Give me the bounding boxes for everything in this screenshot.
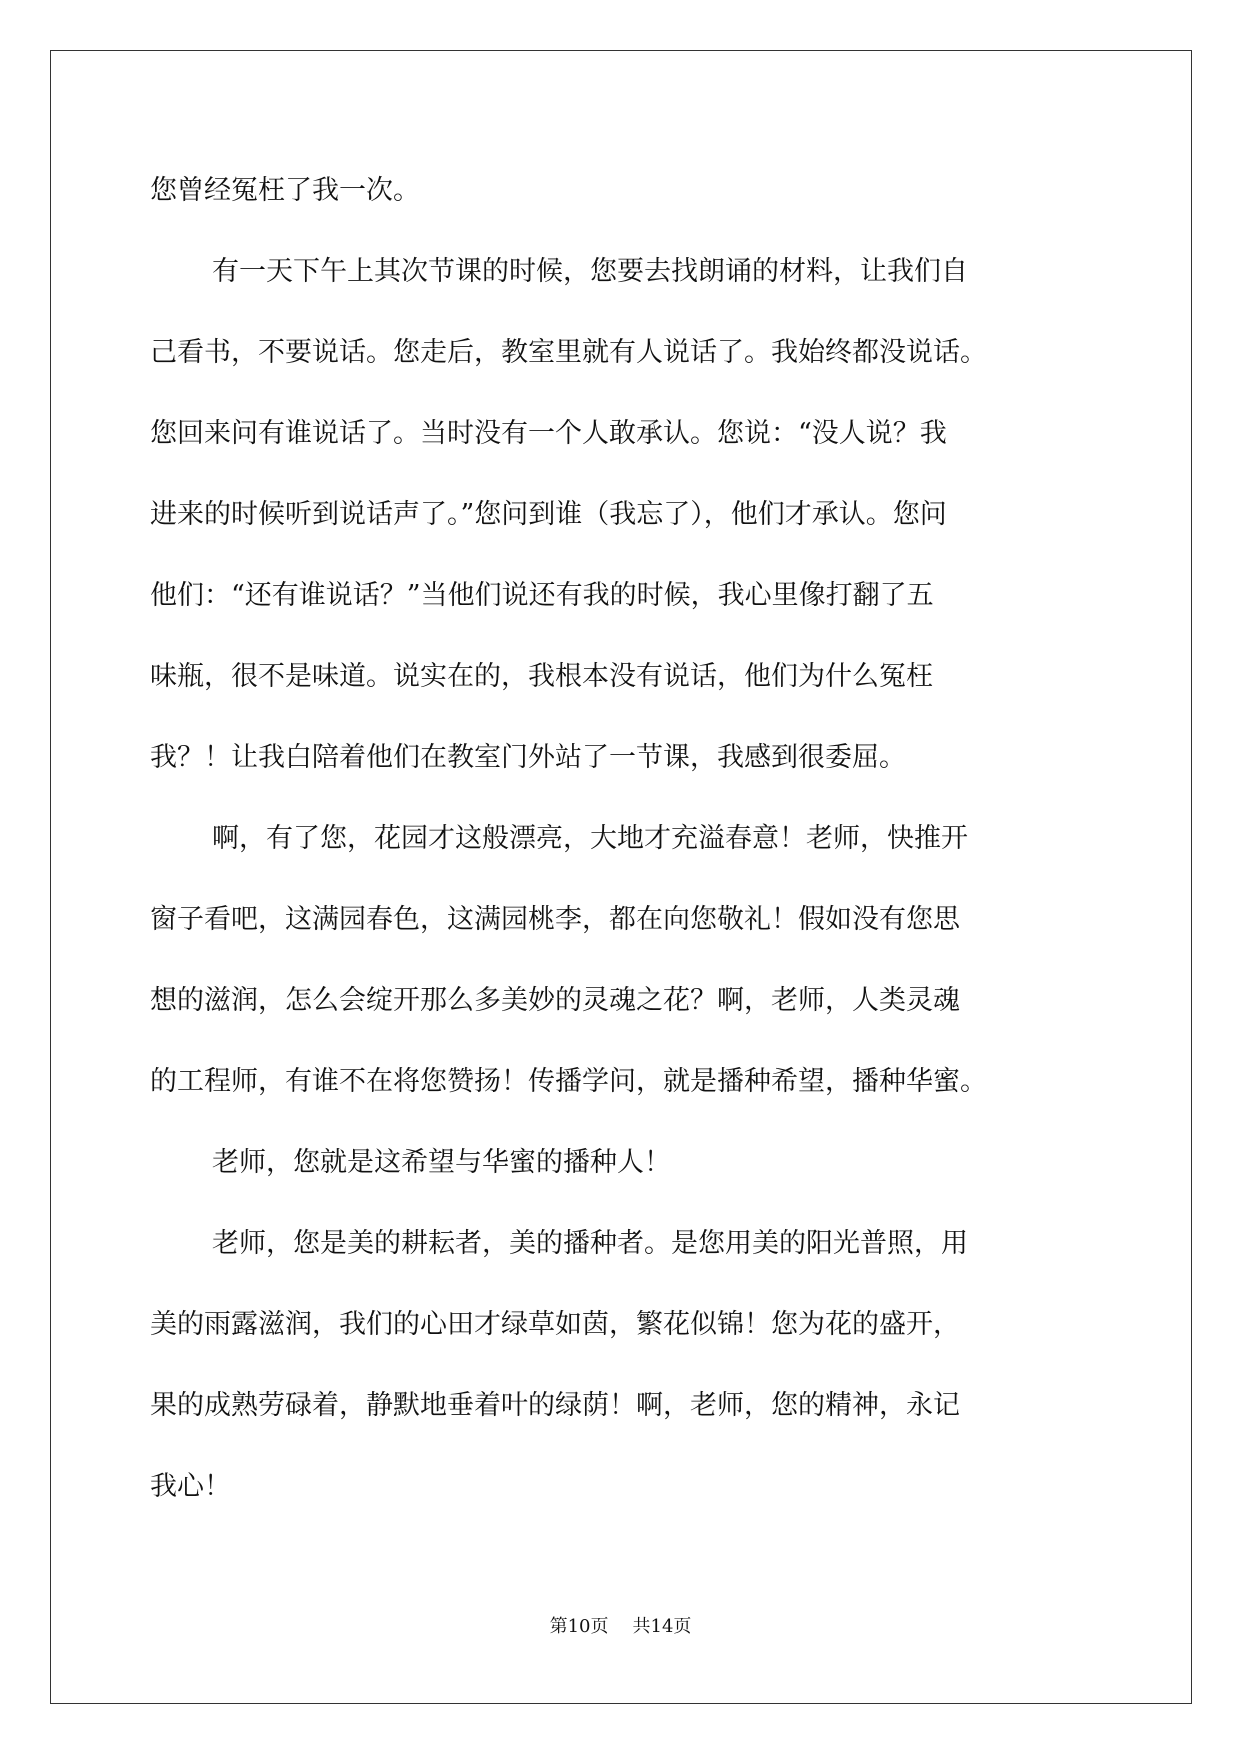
text-line: 的工程师，有谁不在将您赞扬！传播学问，就是播种希望，播种华蜜。	[150, 1066, 987, 1097]
text-line: 我心！	[150, 1471, 231, 1502]
total-pages: 共14页	[632, 1616, 692, 1637]
document-body	[150, 150, 1095, 1527]
text-line: 老师，您是美的耕耘者，美的播种者。是您用美的阳光普照，用	[212, 1228, 968, 1259]
text-line: 您回来问有谁说话了。当时没有一个人敢承认。您说：“没人说？我	[150, 418, 947, 449]
text-line: 己看书，不要说话。您走后，教室里就有人说话了。我始终都没说话。	[150, 337, 987, 368]
text-line: 老师，您就是这希望与华蜜的播种人！	[212, 1147, 671, 1178]
text-line: 美的雨露滋润，我们的心田才绿草如茵，繁花似锦！您为花的盛开，	[150, 1309, 960, 1340]
text-line: 想的滋润，怎么会绽开那么多美妙的灵魂之花？啊，老师，人类灵魂	[150, 985, 960, 1016]
page-footer	[0, 1612, 1241, 1638]
current-page-number: 第10页	[549, 1616, 609, 1637]
text-line: 他们：“还有谁说话？”当他们说还有我的时候，我心里像打翻了五	[150, 580, 934, 611]
text-line: 我？！让我白陪着他们在教室门外站了一节课，我感到很委屈。	[150, 742, 906, 773]
text-line: 有一天下午上其次节课的时候，您要去找朗诵的材料，让我们自	[212, 256, 968, 287]
text-line: 进来的时候听到说话声了。”您问到谁（我忘了），他们才承认。您问	[150, 499, 947, 530]
text-line: 味瓶，很不是味道。说实在的，我根本没有说话，他们为什么冤枉	[150, 661, 933, 692]
text-line: 您曾经冤枉了我一次。	[150, 175, 420, 206]
text-line: 啊，有了您，花园才这般漂亮，大地才充溢春意！老师，快推开	[212, 823, 968, 854]
text-line: 窗子看吧，这满园春色，这满园桃李，都在向您敬礼！假如没有您思	[150, 904, 960, 935]
text-line: 果的成熟劳碌着，静默地垂着叶的绿荫！啊，老师，您的精神，永记	[150, 1390, 960, 1421]
